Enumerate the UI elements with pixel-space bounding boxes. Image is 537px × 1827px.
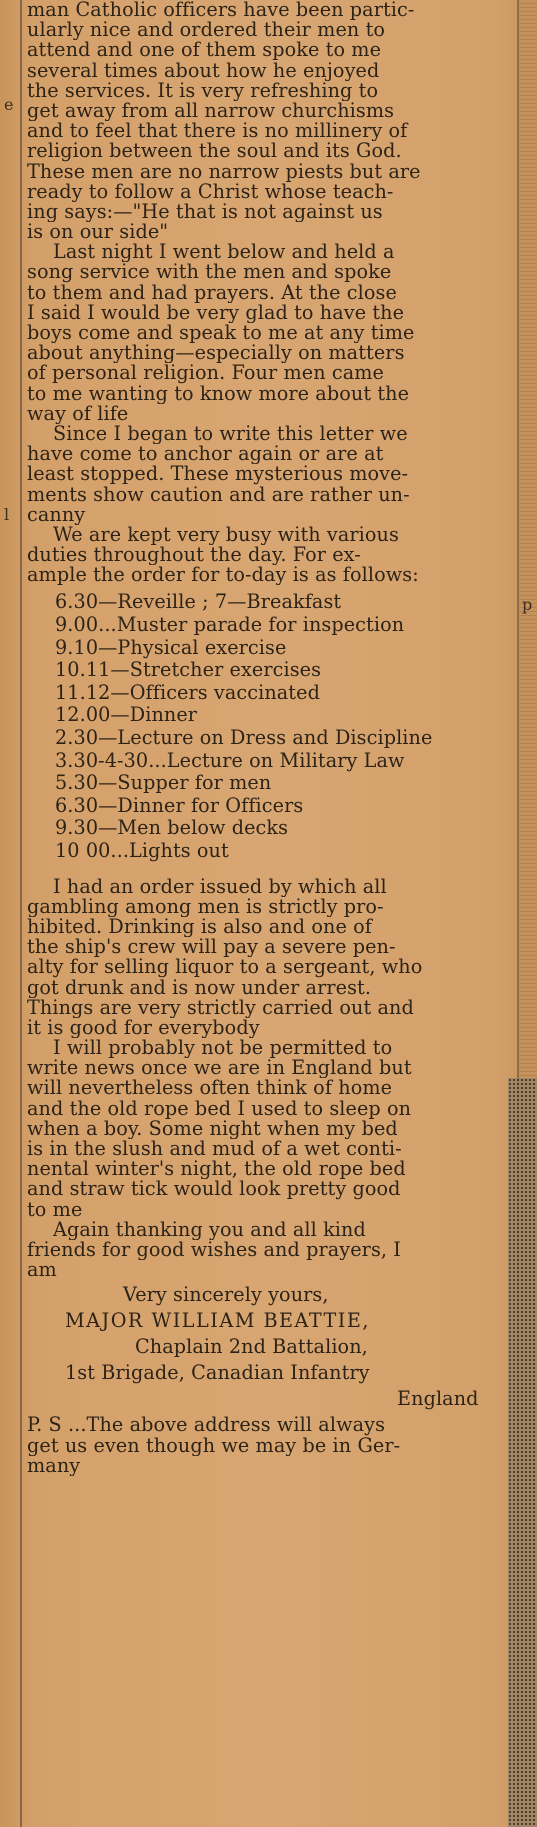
- schedule-item: 9.10—Physical exercise: [55, 636, 287, 659]
- text-line: boys come and speak to me at any time: [27, 323, 415, 344]
- signer-name: MAJOR WILLIAM BEATTIE,: [65, 1309, 370, 1333]
- text-line: will nevertheless often think of home: [27, 1078, 393, 1099]
- text-line: of personal religion. Four men came: [27, 363, 385, 384]
- adjacent-fragment: p: [522, 595, 533, 614]
- text-line: ing says:—"He that is not against us: [27, 201, 383, 223]
- letter-body: [27, 0, 517, 1476]
- letter-closing: [27, 877, 517, 1281]
- adjacent-fragment: e: [4, 95, 14, 114]
- schedule-item: 11.12—Officers vaccinated: [55, 681, 320, 704]
- text-line: I will probably not be permitted to: [53, 1038, 393, 1059]
- text-line: to me wanting to know more about the: [27, 383, 410, 404]
- text-line: Again thanking you and all kind: [53, 1219, 366, 1240]
- text-line: Last night I went below and held a: [53, 242, 395, 263]
- text-line: the ship's crew will pay a severe pen-: [27, 937, 396, 958]
- daily-schedule: [27, 591, 517, 862]
- text-line: religion between the soul and its God.: [27, 141, 402, 162]
- postscript-line: get us even though we may be in Ger-: [27, 1435, 401, 1456]
- text-line: is on our side": [27, 222, 169, 243]
- text-line: Since I began to write this letter we: [53, 423, 408, 445]
- schedule-item: 9.00...Muster parade for inspection: [55, 614, 405, 637]
- postscript-line: many: [27, 1455, 81, 1476]
- text-line: when a boy. Some night when my bed: [27, 1118, 398, 1139]
- schedule-item: 10.11—Stretcher exercises: [55, 659, 322, 682]
- schedule-item: 10 00...Lights out: [55, 839, 229, 862]
- postscript-line: P. S ...The above address will always: [27, 1415, 386, 1436]
- text-line: canny: [27, 504, 86, 525]
- text-line: the services. It is very refreshing to: [27, 80, 379, 101]
- schedule-item: 9.30—Men below decks: [55, 817, 289, 840]
- text-line: These men are no narrow piests but are: [27, 161, 421, 182]
- text-line: ments show caution and are rather un-: [27, 484, 410, 505]
- text-line: have come to anchor again or are at: [27, 444, 384, 465]
- text-line: I had an order issued by which all: [53, 876, 387, 897]
- text-line: I said I would be very glad to have the: [27, 302, 405, 323]
- text-line: ample the order for to-day is as follows:: [27, 565, 419, 586]
- text-line: it is good for everybody: [27, 1017, 260, 1039]
- text-line: gambling among men is strictly pro-: [27, 896, 384, 917]
- text-line: to me: [27, 1199, 83, 1220]
- text-line: to them and had prayers. At the close: [27, 282, 397, 303]
- text-line: ularly nice and ordered their men to: [27, 20, 386, 41]
- schedule-item: 12.00—Dinner: [55, 704, 198, 727]
- text-line: duties throughout the day. For ex-: [27, 545, 361, 566]
- text-line: ready to follow a Christ whose teach-: [27, 181, 394, 202]
- text-line: nental winter's night, the old rope bed: [27, 1159, 406, 1180]
- schedule-item: 6.30—Dinner for Officers: [55, 794, 304, 817]
- text-line: and to feel that there is no millinery of: [27, 121, 408, 142]
- text-line: We are kept very busy with various: [53, 524, 399, 546]
- text-line: hibited. Drinking is also and one of: [27, 916, 372, 938]
- text-line: way of life: [27, 403, 129, 424]
- text-line: and the old rope bed I used to sleep on: [27, 1098, 412, 1119]
- valediction: Very sincerely yours,: [123, 1283, 329, 1307]
- text-line: least stopped. These mysterious move-: [27, 464, 409, 485]
- letter-paragraphs: [27, 0, 517, 585]
- schedule-item: 6.30—Reveille ; 7—Breakfast: [55, 591, 342, 614]
- schedule-item: 5.30—Supper for men: [55, 772, 272, 795]
- text-line: alty for selling liquor to a sergeant, who: [27, 957, 423, 978]
- text-line: man Catholic officers have been partic-: [27, 0, 415, 21]
- text-line: get away from all narrow churchisms: [27, 100, 395, 122]
- text-line: Things are very strictly carried out and: [27, 997, 414, 1018]
- text-line: several times about how he enjoyed: [27, 60, 380, 81]
- schedule-item: 2.30—Lecture on Dress and Discipline: [55, 727, 433, 749]
- signer-place: England: [397, 1387, 479, 1411]
- column-rule-left: [20, 0, 22, 1827]
- schedule-item: 3.30-4-30...Lecture on Military Law: [55, 749, 405, 772]
- text-line: got drunk and is now under arrest.: [27, 977, 372, 998]
- signature-block: [27, 1282, 517, 1412]
- signer-title: Chaplain 2nd Battalion,: [135, 1335, 368, 1359]
- text-line: friends for good wishes and prayers, I: [27, 1239, 401, 1261]
- adjacent-fragment: l: [4, 505, 10, 524]
- signer-brigade: 1st Brigade, Canadian Infantry: [65, 1361, 370, 1385]
- text-line: attend and one of them spoke to me: [27, 40, 382, 61]
- text-line: write news once we are in England but: [27, 1058, 412, 1079]
- text-line: about anything—especially on matters: [27, 343, 405, 364]
- text-line: and straw tick would look pretty good: [27, 1179, 401, 1200]
- text-line: am: [27, 1260, 57, 1281]
- postscript: [27, 1415, 517, 1476]
- text-line: song service with the men and spoke: [27, 262, 392, 283]
- text-line: is in the slush and mud of a wet conti-: [27, 1139, 402, 1160]
